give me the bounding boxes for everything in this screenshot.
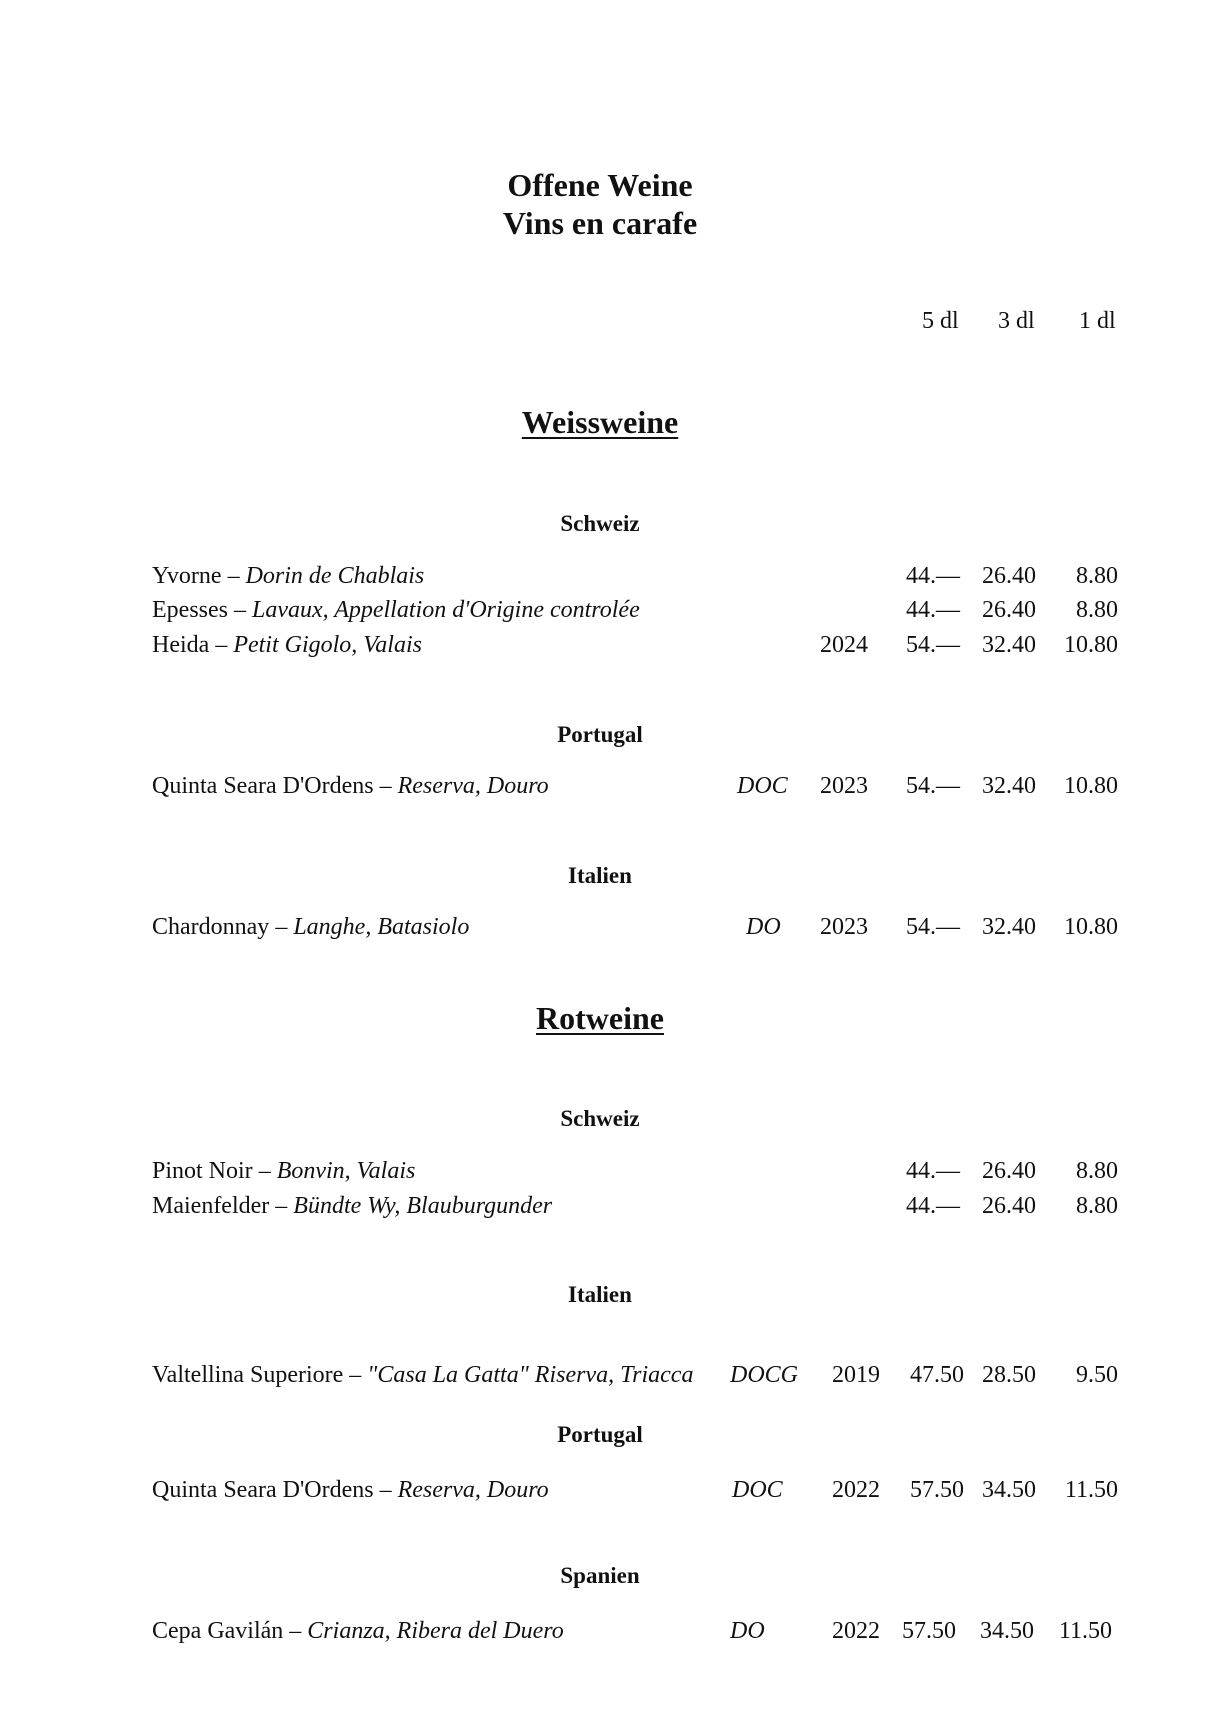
vintage-year: 2022 (832, 1618, 880, 1644)
vintage-year: 2024 (820, 632, 868, 658)
price-5dl: 47.50 (910, 1362, 964, 1388)
vintage-year: 2022 (832, 1477, 880, 1503)
price-5dl: 57.50 (910, 1477, 964, 1503)
price-1dl: 11.50 (1058, 1618, 1112, 1644)
price-5dl: 44.— (906, 597, 960, 623)
price-5dl: 54.— (906, 773, 960, 799)
price-3dl: 32.40 (982, 632, 1036, 658)
wine-name: Quinta Seara D'Ordens – Reserva, Douro (152, 773, 549, 799)
column-header-5dl: 5 dl (922, 308, 959, 334)
vintage-year: 2023 (820, 914, 868, 940)
price-1dl: 8.80 (1076, 1193, 1118, 1219)
wine-name: Cepa Gavilán – Crianza, Ribera del Duero (152, 1618, 564, 1644)
country-heading-red-switzerland: Schweiz (560, 1106, 640, 1131)
price-3dl: 26.40 (982, 1193, 1036, 1219)
wine-name: Chardonnay – Langhe, Batasiolo (152, 914, 470, 940)
price-5dl: 44.— (906, 1158, 960, 1184)
price-5dl: 54.— (906, 632, 960, 658)
appellation: DO (730, 1618, 765, 1644)
country-heading-red-italy: Italien (568, 1282, 632, 1307)
price-3dl: 34.50 (980, 1618, 1034, 1644)
price-1dl: 8.80 (1076, 563, 1118, 589)
price-5dl: 54.— (906, 914, 960, 940)
vintage-year: 2023 (820, 773, 868, 799)
page-title-german: Offene Weine (507, 167, 693, 203)
vintage-year: 2019 (832, 1362, 880, 1388)
price-1dl: 8.80 (1076, 597, 1118, 623)
country-heading-white-switzerland: Schweiz (560, 511, 640, 536)
wine-name: Quinta Seara D'Ordens – Reserva, Douro (152, 1477, 549, 1503)
column-header-3dl: 3 dl (998, 308, 1035, 334)
wine-name: Heida – Petit Gigolo, Valais (152, 632, 422, 658)
price-1dl: 9.50 (1076, 1362, 1118, 1388)
price-5dl: 57.50 (902, 1618, 956, 1644)
country-heading-red-spain: Spanien (560, 1563, 640, 1588)
section-heading-white-wines: Weissweine (521, 404, 679, 440)
country-heading-red-portugal: Portugal (557, 1422, 643, 1447)
price-3dl: 34.50 (982, 1477, 1036, 1503)
price-1dl: 10.80 (1064, 773, 1118, 799)
appellation: DOCG (730, 1362, 799, 1388)
price-5dl: 44.— (906, 563, 960, 589)
page-title-french: Vins en carafe (502, 205, 698, 241)
country-heading-white-italy: Italien (568, 863, 632, 888)
wine-name: Maienfelder – Bündte Wy, Blauburgunder (152, 1193, 553, 1219)
wine-name: Valtellina Superiore – "Casa La Gatta" Riserva, Triacca (152, 1362, 694, 1388)
price-3dl: 32.40 (982, 914, 1036, 940)
price-1dl: 10.80 (1064, 914, 1118, 940)
appellation: DO (746, 914, 781, 940)
price-5dl: 44.— (906, 1193, 960, 1219)
price-3dl: 26.40 (982, 597, 1036, 623)
price-3dl: 26.40 (982, 563, 1036, 589)
wine-name: Epesses – Lavaux, Appellation d'Origine controlée (152, 597, 640, 623)
price-1dl: 11.50 (1064, 1477, 1118, 1503)
price-1dl: 8.80 (1076, 1158, 1118, 1184)
column-header-1dl: 1 dl (1079, 308, 1116, 334)
country-heading-white-portugal: Portugal (557, 722, 643, 747)
wine-name: Yvorne – Dorin de Chablais (152, 563, 425, 589)
price-3dl: 26.40 (982, 1158, 1036, 1184)
price-1dl: 10.80 (1064, 632, 1118, 658)
appellation: DOC (732, 1477, 783, 1503)
wine-name: Pinot Noir – Bonvin, Valais (152, 1158, 416, 1184)
price-3dl: 28.50 (982, 1362, 1036, 1388)
appellation: DOC (737, 773, 788, 799)
section-heading-red-wines: Rotweine (536, 1000, 664, 1036)
price-3dl: 32.40 (982, 773, 1036, 799)
